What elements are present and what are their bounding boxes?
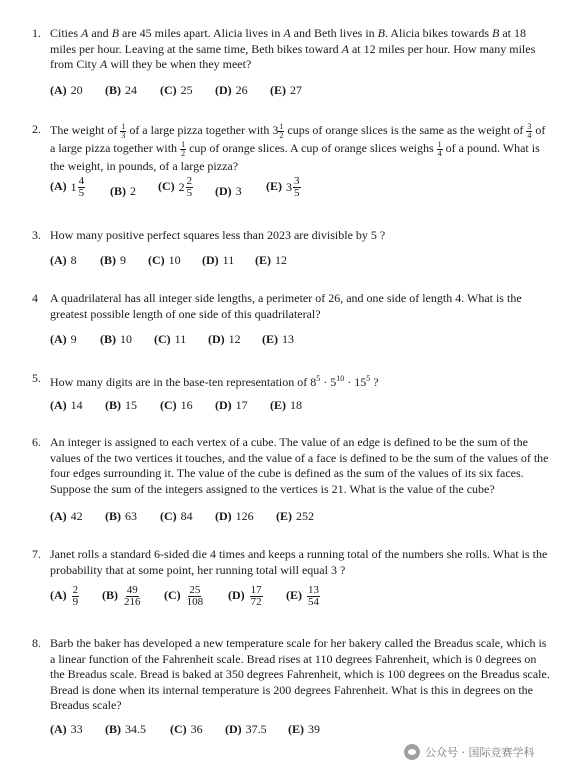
choice-c: (C) 36	[170, 722, 203, 736]
choice-b: (B) 2	[110, 184, 136, 198]
watermark	[404, 744, 535, 760]
problem-number: 2.	[32, 122, 41, 136]
choice-b: (B) 15	[105, 398, 137, 412]
choice-e: (E) 27	[270, 83, 302, 97]
choice-c: (C) 84	[160, 509, 193, 523]
choice-e: (E) 13	[262, 332, 294, 346]
wechat-icon	[404, 744, 420, 760]
problem-number: 7.	[32, 547, 41, 561]
problem-text: Cities A and B are 45 miles apart. Alicia lives in A and Beth lives in B. Alicia bikes towards B at 18 miles per hour. Leaving at the same time, Beth bikes toward A at 12 miles per hour. How many miles from City A will they be when they meet?	[50, 26, 536, 71]
choice-c: (C) 16	[160, 398, 193, 412]
choice-e: (E) 3 $\frac{3}{5}$	[266, 175, 300, 199]
choice-c: (C) 11	[154, 332, 187, 346]
problem-number: 4	[32, 291, 38, 305]
choice-d: (D) 37.5	[225, 722, 267, 736]
choice-e: (E) $\frac{13}{54}$	[286, 584, 319, 608]
problem-number: 3.	[32, 228, 41, 242]
choice-b: (B) 24	[105, 83, 137, 97]
problem-number: 6.	[32, 435, 41, 449]
watermark-text: 公众号 · 国际竞赛学科	[425, 746, 535, 759]
choice-b: (B) 34.5	[105, 722, 146, 736]
choice-b: (B) 10	[100, 332, 132, 346]
problem-text: How many digits are in the base-ten representation of $8^5 \cdot 5^{10} \cdot 15^5$ ?	[50, 374, 379, 389]
problem-text: A quadrilateral has all integer side lengths, a perimeter of 26, and one side of length 4. What is the greatest possible length of one side of this quadrilateral?	[50, 291, 522, 321]
choice-a: (A) 14	[50, 398, 83, 412]
problem-text: Janet rolls a standard 6-sided die 4 times and keeps a running total of the numbers she rolls. What is the probability that at some point, her running total will equal 3 ?	[50, 547, 548, 577]
choice-e: (E) 252	[276, 509, 314, 523]
choice-c: (C) 2 $\frac{2}{5}$	[158, 175, 193, 199]
choice-a: (A) $\frac{2}{9}$	[50, 584, 79, 608]
choice-d: (D) 3	[215, 184, 242, 198]
choice-a: (A) 20	[50, 83, 83, 97]
problem-number: 5.	[32, 371, 41, 385]
problem-text: The weight of $\frac{1}{3}$ of a large pizza together with 3 $\frac{1}{2}$ cups of orange slices is the same as the weight of $\frac{3}{4}$ of a large pizza together with $\frac{1}{2}$ cup of orange slices. A cup of orange slices weighs $\frac{1}{4}$ of a pound. What is the weight, in pounds, of a large pizza?	[50, 121, 546, 173]
choice-c: (C) 25	[160, 83, 193, 97]
choice-d: (D) $\frac{17}{72}$	[228, 584, 262, 608]
choice-c: (C) $\frac{25}{108}$	[164, 584, 204, 608]
problem-number: 1.	[32, 26, 41, 40]
choice-b: (B) 63	[105, 509, 137, 523]
problem-text: How many positive perfect squares less than 2023 are divisible by 5 ?	[50, 228, 386, 242]
choice-d: (D) 12	[208, 332, 241, 346]
choice-d: (D) 17	[215, 398, 248, 412]
choice-d: (D) 11	[202, 253, 235, 267]
choice-a: (A) 33	[50, 722, 83, 736]
choice-a: (A) 42	[50, 509, 83, 523]
choice-d: (D) 126	[215, 509, 254, 523]
choice-d: (D) 26	[215, 83, 248, 97]
choice-b: (B) 9	[100, 253, 126, 267]
choice-e: (E) 18	[270, 398, 302, 412]
choice-b: (B) $\frac{49}{216}$	[102, 584, 141, 608]
choice-a: (A) 8	[50, 253, 77, 267]
problem-number: 8.	[32, 636, 41, 650]
problem-text: Barb the baker has developed a new temperature scale for her bakery called the Breadus scale, which is a linear function of the Fahrenheit scale. Bread rises at 110 degrees Fahrenheit, which is 0 degrees on the Breadus scale. Bread is baked at 350 degrees Fahrenheit, which is 100 degrees on the Breadus scale. Bread is done when its internal temperature is 200 degrees Fahrenheit. What is this in degrees on the Breadus scale?	[50, 636, 550, 712]
choice-a: (A) 9	[50, 332, 77, 346]
choice-a: (A) 1 $\frac{4}{5}$	[50, 175, 85, 199]
choice-c: (C) 10	[148, 253, 181, 267]
choice-e: (E) 12	[255, 253, 287, 267]
problem-text: An integer is assigned to each vertex of a cube. The value of an edge is defined to be the sum of the values of the two vertices it touches, and the value of a face is defined to be the sum of the values of the four edges surrounding it. The value of the cube is defined as the sum of the values of its six faces. Suppose the sum of the integers assigned to the vertices is 21. What is the value of the cube?	[50, 435, 549, 496]
choice-e: (E) 39	[288, 722, 320, 736]
